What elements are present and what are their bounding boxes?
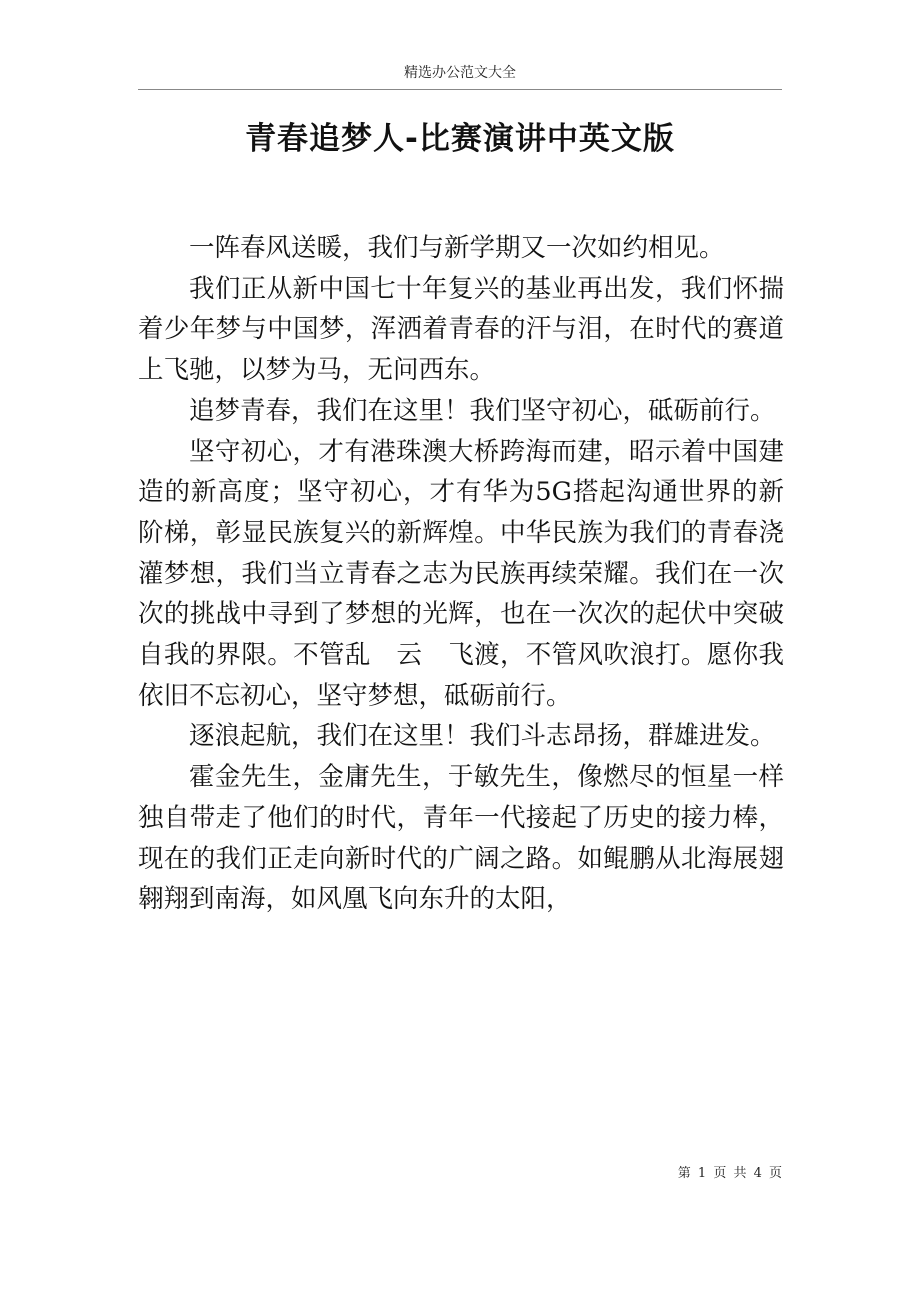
- paragraph: 追梦青春，我们在这里！我们坚守初心，砥砺前行。: [189, 395, 776, 426]
- paragraph: 我们正从新中国七十年复兴的基业再出发，我们怀揣着少年梦与中国梦，浑洒着青春的汗与泪，在时代的赛道上飞驰，以梦为马，无问西东。: [138, 273, 784, 386]
- page-number: 第 1 页 共 4 页: [677, 1166, 782, 1181]
- header-divider: [138, 89, 782, 90]
- paragraph: 一阵春风送暖，我们与新学期又一次如约相见。: [189, 233, 725, 263]
- paragraph: 霍金先生，金庸先生，于敏先生，像燃尽的恒星一样独自带走了他们的时代，青年一代接起了历史的接力棒，现在的我们正走向新时代的广阔之路。如鲲鹏从北海展翅翱翔到南海，如风凰飞向东升的太阳，: [138, 762, 784, 915]
- page-header: 精选办公范文大全: [404, 65, 516, 81]
- document-body: [138, 228, 784, 920]
- paragraph: 坚守初心，才有港珠澳大桥跨海而建，昭示着中国建造的新高度；坚守初心，才有华为5G搭起沟通世界的新阶梯，彰显民族复兴的新辉煌。中华民族为我们的青春浇灌梦想，我们当立青春之志为民族再续荣耀。我们在一次次的挑战中寻到了梦想的光辉，也在一次次的起伏中突破自我的界限。不管乱 云 飞渡，不管风吹浪打。愿你我依旧不忘初心，坚守梦想，砥砺前行。: [138, 436, 784, 711]
- document-title: 青春追梦人-比赛演讲中英文版: [245, 121, 675, 157]
- paragraph: 逐浪起航，我们在这里！我们斗志昂扬，群雄进发。: [189, 721, 776, 752]
